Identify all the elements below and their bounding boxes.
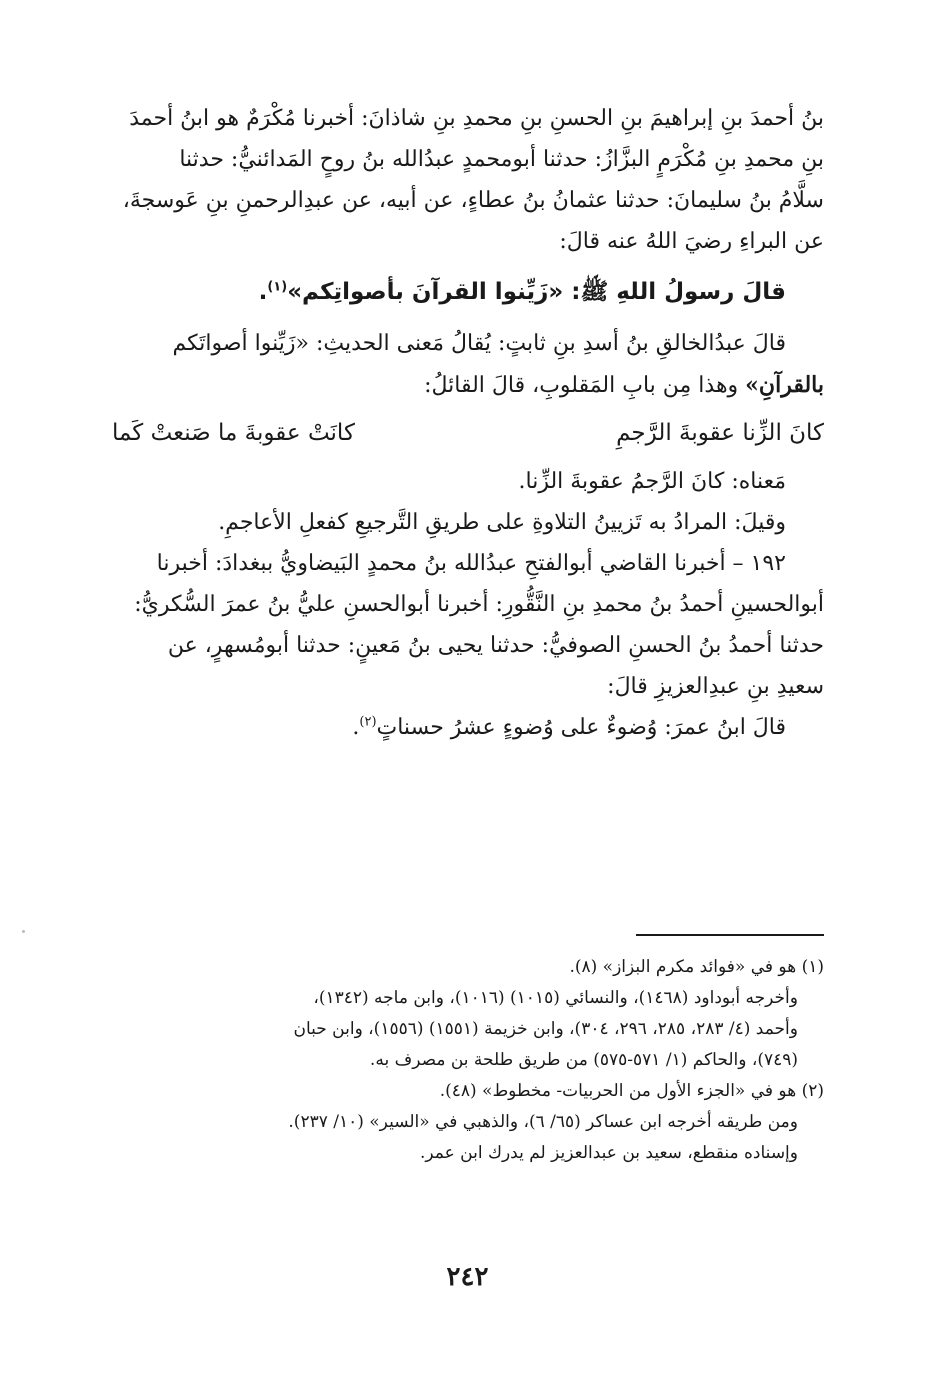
margin-dot bbox=[22, 930, 25, 933]
verse-second-hemistich: كانَتْ عقوبةَ ما صَنعتْ كَما bbox=[112, 420, 355, 446]
verse-first-hemistich: كانَ الزِّنا عقوبةَ الرَّجمِ bbox=[616, 420, 824, 446]
commentary-bold: بالقرآنِ» bbox=[745, 372, 824, 398]
footnote-2-line: وإسناده منقطع، سعيد بن عبدالعزيز لم يدرك ابن عمر. bbox=[420, 1143, 798, 1163]
poetry-verse bbox=[112, 413, 824, 453]
hadith-body: قالَ رسولُ اللهِ ﷺ: «زَيِّنوا القرآنَ بأصواتِكم» bbox=[287, 279, 786, 305]
footnotes bbox=[112, 952, 824, 1169]
commentary-rest: وهذا مِن بابِ المَقلوبِ، قالَ القائلُ: bbox=[424, 373, 746, 398]
isnad-line-2: بنِ محمدِ بنِ مُكْرَمٍ البزَّازُ: حدثنا أبومحمدٍ عبدُالله بنُ روحٍ المَدائنيُّ: حدثنا bbox=[179, 147, 824, 172]
alternative-view: وقيلَ: المرادُ به تَزيينُ التلاوةِ على طريقِ التَّرجيعِ كفعلِ الأعاجمِ. bbox=[218, 510, 786, 535]
commentary-line-2 bbox=[112, 368, 824, 403]
hadith-192-line-4: سعيدِ بنِ عبدِالعزيزِ قالَ: bbox=[607, 674, 824, 699]
footnote-1-line: وأخرجه أبوداود (١٤٦٨)، والنسائي (١٠١٥) (١٠١٦)، وابن ماجه (١٣٤٢)، bbox=[313, 988, 798, 1008]
hadith-192-line-2: أبوالحسينِ أحمدُ بنُ محمدِ بنِ النَّقُّورِ: أخبرنا أبوالحسنِ عليُّ بنُ عمرَ السُّكريُّ: bbox=[134, 592, 824, 617]
verse-meaning: مَعناه: كانَ الرَّجمُ عقوبةَ الزِّنا. bbox=[518, 469, 786, 494]
footnote-1-line: (٧٤٩)، والحاكم (١/ ٥٧١-٥٧٥) من طريق طلحة بن مصرف به. bbox=[369, 1050, 798, 1070]
commentary-text-1: قالَ عبدُالخالقِ بنُ أسدِ بنِ ثابتٍ: يُقالُ مَعنى الحديثِ: «زَيِّنوا أصواتَكم bbox=[172, 331, 786, 356]
ibn-umar-text: قالَ ابنُ عمرَ: وُضوءٌ على وُضوءٍ عشرُ حسناتٍ bbox=[376, 715, 786, 740]
isnad-line-4: عن البراءِ رضيَ اللهُ عنه قالَ: bbox=[559, 229, 824, 254]
isnad-line-1: بنُ أحمدَ بنِ إبراهيمَ بنِ الحسنِ بنِ محمدِ بنِ شاذانَ: أخبرنا مُكْرَمٌ هو ابنُ أحمدَ bbox=[129, 106, 824, 131]
page-number: ٢٤٢ bbox=[446, 1262, 489, 1292]
isnad-line-3: سلَّامُ بنُ سليمانَ: حدثنا عثمانُ بنُ عطاءٍ، عن أبيه، عن عبدِالرحمنِ بنِ عَوسجةَ، bbox=[122, 188, 824, 213]
footnote-2-line: ومن طريقه أخرجه ابن عساكر (٦٥/ ٦)، والذهبي في «السير» (١٠/ ٢٣٧). bbox=[288, 1112, 798, 1132]
footnote-1-line: وأحمد (٤/ ٢٨٣، ٢٨٥، ٢٩٦، ٣٠٤)، وابن خزيمة (١٥٥١) (١٥٥٦)، وابن حبان bbox=[293, 1019, 798, 1039]
footnote-ref-2[interactable]: (٢) bbox=[359, 714, 377, 730]
footnote-ref-1[interactable]: (١) bbox=[267, 279, 288, 295]
hadith-text: قالَ رسولُ اللهِ ﷺ: «زَيِّنوا القرآنَ بأصواتِكم»$^{(١)}$. bbox=[258, 279, 786, 305]
footnote-2-title: (٢) هو في «الجزء الأول من الحربيات- مخطوط» (٤٨). bbox=[439, 1081, 824, 1101]
main-text bbox=[112, 100, 824, 752]
ibn-umar-saying: قالَ ابنُ عمرَ: وُضوءٌ على وُضوءٍ عشرُ حسناتٍ$^{(٢)}$. bbox=[352, 714, 786, 740]
hadith-192-line-3: حدثنا أحمدُ بنُ الحسنِ الصوفيُّ: حدثنا يحيى بنُ مَعينٍ: حدثنا أبومُسهرٍ، عن bbox=[167, 633, 824, 658]
footnote-1-title: (١) هو في «فوائد مكرم البزاز» (٨). bbox=[569, 957, 824, 977]
hadith-192-line-1: ١٩٢ – أخبرنا القاضي أبوالفتحِ عبدُالله بنُ محمدٍ البَيضاويُّ ببغدادَ: أخبرنا bbox=[156, 551, 786, 576]
commentary-line-1 bbox=[112, 327, 824, 361]
footnote-divider bbox=[636, 934, 824, 936]
